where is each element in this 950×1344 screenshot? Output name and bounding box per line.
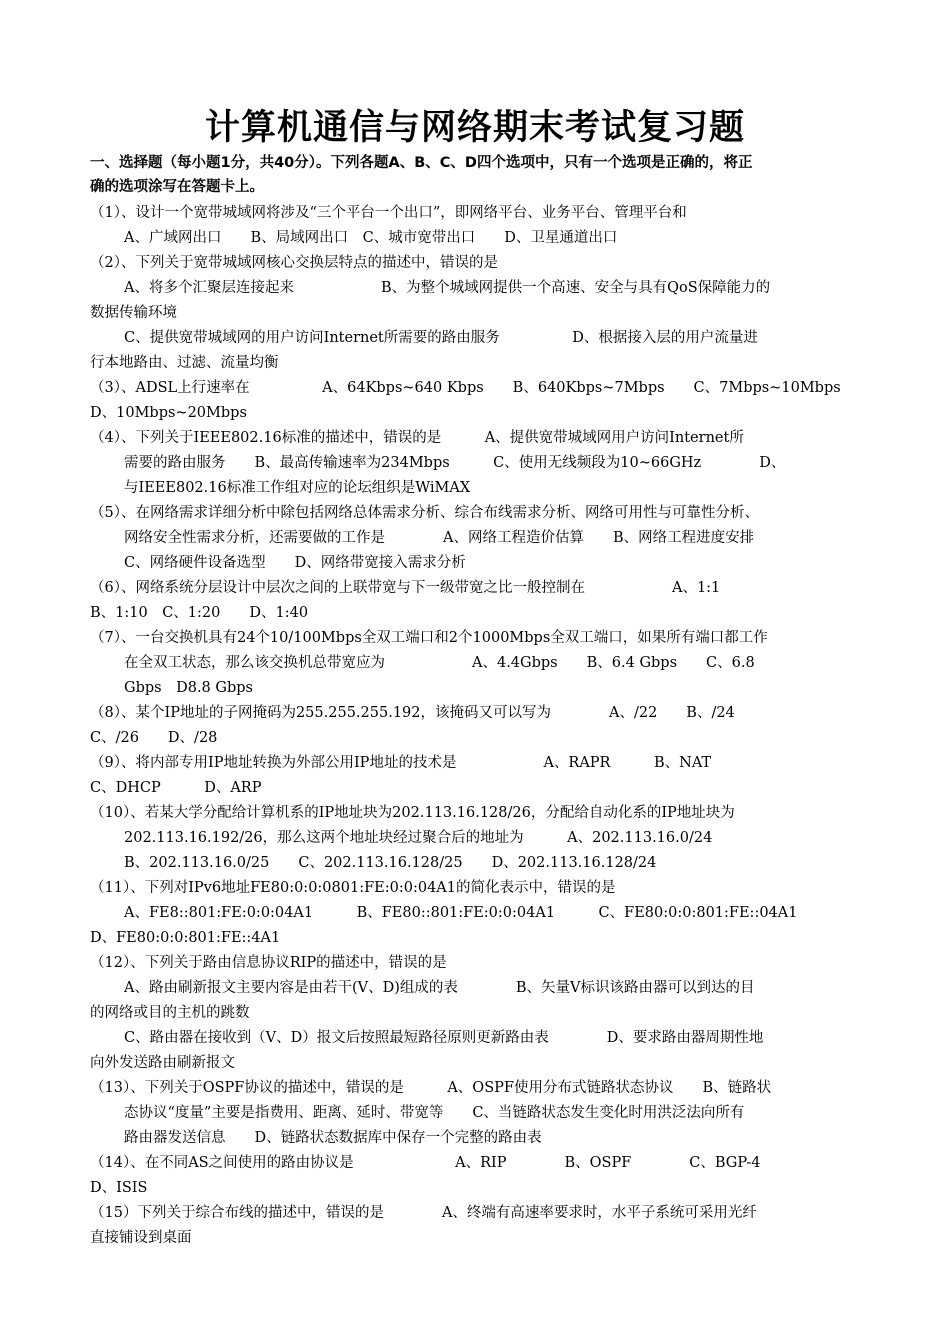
- question-5-stem: （5）、在网络需求详细分析中除包括网络总体需求分析、综合布线需求分析、网络可用性与可靠性分析、: [90, 505, 759, 521]
- question-2-stem: （2）、下列关于宽带城域网核心交换层特点的描述中，错误的是: [90, 255, 498, 271]
- question-12-option-line: A、路由刷新报文主要内容是由若干(V、D)组成的表 B、矢量V标识该路由器可以到达的目: [124, 980, 755, 996]
- question-12-option-line: 的网络或目的主机的跳数: [90, 1005, 250, 1021]
- question-2-option-line: 数据传输环境: [90, 305, 177, 321]
- question-3-stem: （3）、ADSL上行速率在 A、64Kbps~640 Kbps B、640Kbps~7Mbps C、7Mbps~10Mbps: [90, 380, 841, 396]
- document-title: 计算机通信与网络期末考试复习题: [204, 108, 745, 148]
- question-8-option-line: C、/26 D、/28: [90, 730, 218, 746]
- question-6-option-line: B、1:10 C、1:20 D、1:40: [90, 605, 309, 621]
- question-7-option-line: 在全双工状态，那么该交换机总带宽应为 A、4.4Gbps B、6.4 Gbps C、6.8: [124, 655, 755, 671]
- section-header-line-1: 一、选择题（每小题1分，共40分）。下列各题A、B、C、D四个选项中，只有一个选项是正确的，将正: [90, 155, 753, 171]
- question-15-stem: （15）下列关于综合布线的描述中，错误的是 A、终端有高速率要求时，水平子系统可采用光纤: [90, 1205, 757, 1221]
- question-5-option-line: 网络安全性需求分析，还需要做的工作是 A、网络工程造价估算 B、网络工程进度安排: [124, 530, 755, 546]
- question-7-option-line: Gbps D8.8 Gbps: [124, 680, 253, 696]
- question-12-option-line: 向外发送路由刷新报文: [90, 1055, 235, 1071]
- question-10-option-line: B、202.113.16.0/25 C、202.113.16.128/25 D、202.113.16.128/24: [124, 855, 657, 871]
- question-2-option-line: A、将多个汇聚层连接起来 B、为整个城域网提供一个高速、安全与具有QoS保障能力的: [124, 280, 771, 296]
- question-11-stem: （11）、下列对IPv6地址FE80:0:0:0801:FE:0:0:04A1的简化表示中，错误的是: [90, 880, 616, 896]
- question-4-option-line: 需要的路由服务 B、最高传输速率为234Mbps C、使用无线频段为10~66GHz D、: [124, 455, 786, 471]
- question-11-option-line: A、FE8::801:FE:0:0:04A1 B、FE80::801:FE:0:0:04A1 C、FE80:0:0:801:FE::04A1: [124, 905, 798, 921]
- question-11-option-line: D、FE80:0:0:801:FE::4A1: [90, 930, 281, 946]
- question-13-option-line: 路由器发送信息 D、链路状态数据库中保存一个完整的路由表: [124, 1130, 542, 1146]
- question-15-option-line: 直接铺设到桌面: [90, 1230, 192, 1246]
- question-5-option-line: C、网络硬件设备选型 D、网络带宽接入需求分析: [124, 555, 466, 571]
- question-6-stem: （6）、网络系统分层设计中层次之间的上联带宽与下一级带宽之比一般控制在 A、1:1: [90, 580, 721, 596]
- section-header-line-2: 确的选项涂写在答题卡上。: [90, 179, 264, 195]
- question-12-option-line: C、路由器在接收到（V、D）报文后按照最短路径原则更新路由表 D、要求路由器周期性地: [124, 1030, 764, 1046]
- question-1-stem: （1）、设计一个宽带城域网将涉及“三个平台一个出口”，即网络平台、业务平台、管理平台和: [90, 205, 687, 221]
- question-7-stem: （7）、一台交换机具有24个10/100Mbps全双工端口和2个1000Mbps全双工端口，如果所有端口都工作: [90, 630, 768, 646]
- question-14-option-line: D、ISIS: [90, 1180, 148, 1196]
- question-14-stem: （14）、在不同AS之间使用的路由协议是 A、RIP B、OSPF C、BGP-4: [90, 1155, 761, 1171]
- question-10-option-line: 202.113.16.192/26，那么这两个地址块经过聚合后的地址为 A、202.113.16.0/24: [124, 830, 713, 846]
- question-8-stem: （8）、某个IP地址的子网掩码为255.255.255.192，该掩码又可以写为 A、/22 B、/24: [90, 705, 735, 721]
- question-12-stem: （12）、下列关于路由信息协议RIP的描述中，错误的是: [90, 955, 447, 971]
- question-9-option-line: C、DHCP D、ARP: [90, 780, 262, 796]
- question-9-stem: （9）、将内部专用IP地址转换为外部公用IP地址的技术是 A、RAPR B、NAT: [90, 755, 712, 771]
- question-13-stem: （13）、下列关于OSPF协议的描述中，错误的是 A、OSPF使用分布式链路状态协议 B、链路状: [90, 1080, 772, 1096]
- question-4-stem: （4）、下列关于IEEE802.16标准的描述中，错误的是 A、提供宽带城域网用户访问Internet所: [90, 430, 744, 446]
- question-2-option-line: C、提供宽带城域网的用户访问Internet所需要的路由服务 D、根据接入层的用户流量进: [124, 330, 758, 346]
- question-1-options: A、广域网出口 B、局域网出口 C、城市宽带出口 D、卫星通道出口: [124, 230, 618, 246]
- question-13-option-line: 态协议“度量”主要是指费用、距离、延时、带宽等 C、当链路状态发生变化时用洪泛法向所有: [124, 1105, 745, 1121]
- question-2-option-line: 行本地路由、过滤、流量均衡: [90, 355, 279, 371]
- question-3-option-line: D、10Mbps~20Mbps: [90, 405, 247, 421]
- question-4-option-line: 与IEEE802.16标准工作组对应的论坛组织是WiMAX: [124, 480, 471, 496]
- question-10-stem: （10）、若某大学分配给计算机系的IP地址块为202.113.16.128/26，分配给自动化系的IP地址块为: [90, 805, 735, 821]
